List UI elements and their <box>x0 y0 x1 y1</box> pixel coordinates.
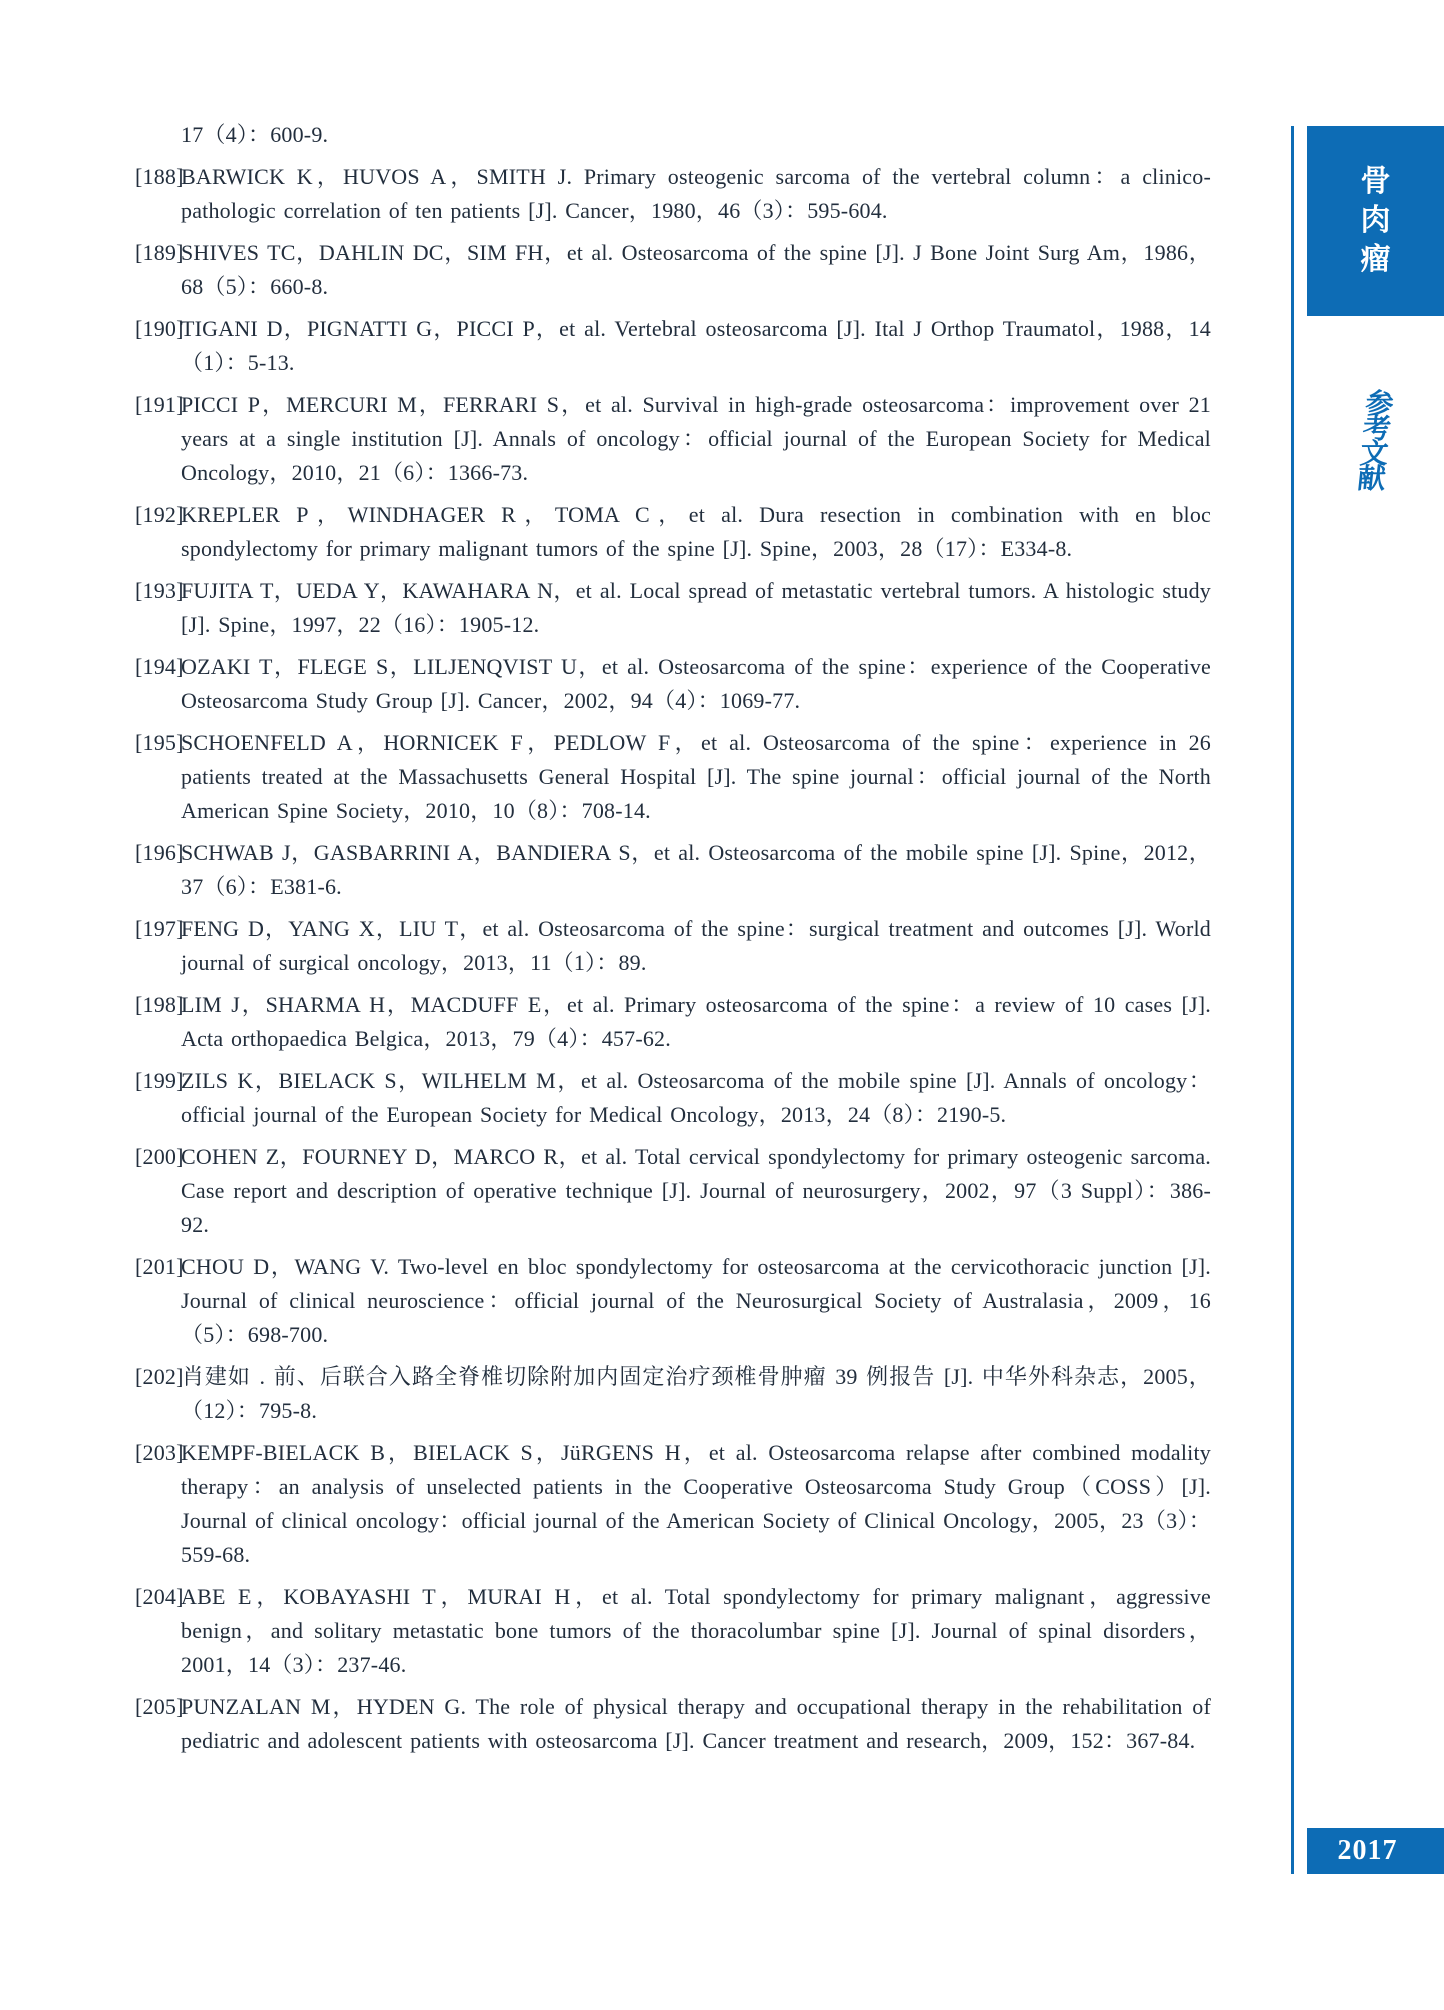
reference-number: [193] <box>135 578 184 603</box>
section-label-char: 参 <box>1363 389 1396 420</box>
section-label <box>1302 389 1444 495</box>
reference-item: [188]BARWICK K，HUVOS A，SMITH J. Primary osteogenic sarcoma of the vertebral column：a clinico-pathologic correlation of ten patients [J]. Cancer，1980，46（3）：595-604. <box>135 160 1211 228</box>
reference-item: [192]KREPLER P，WINDHAGER R，TOMA C，et al. Dura resection in combination with en bloc spondylectomy for primary malignant tumors of the spine [J]. Spine，2003，28（17）：E334-8. <box>135 498 1211 566</box>
chapter-tab-char: 肉 <box>1360 204 1391 237</box>
reference-number: [199] <box>135 1068 184 1093</box>
reference-number: [202] <box>135 1364 184 1389</box>
reference-number: [205] <box>135 1694 184 1719</box>
chapter-tab-char: 瘤 <box>1360 243 1391 276</box>
reference-number: [190] <box>135 316 184 341</box>
reference-number: [203] <box>135 1440 184 1465</box>
reference-item: [200]COHEN Z，FOURNEY D，MARCO R，et al. Total cervical spondylectomy for primary osteogenic sarcoma. Case report and description of operative technique [J]. Journal of neurosurgery，2002，97（3 Suppl）：386-92. <box>135 1140 1211 1242</box>
page-number: 2017 <box>1337 1835 1398 1866</box>
references-list <box>135 118 1211 1766</box>
reference-number: [201] <box>135 1254 184 1279</box>
reference-number: [204] <box>135 1584 184 1609</box>
reference-item: [199]ZILS K，BIELACK S，WILHELM M，et al. Osteosarcoma of the mobile spine [J]. Annals of oncology：official journal of the European Society for Medical Oncology，2013，24（8）：2190-5. <box>135 1064 1211 1132</box>
reference-continuation: 17（4）：600-9. <box>181 122 329 147</box>
reference-item: [196]SCHWAB J，GASBARRINI A，BANDIERA S，et al. Osteosarcoma of the mobile spine [J]. Spine，2012，37（6）：E381-6. <box>135 836 1211 904</box>
chapter-tab-char: 骨 <box>1360 165 1391 198</box>
reference-item: [190]TIGANI D，PIGNATTI G，PICCI P，et al. Vertebral osteosarcoma [J]. Ital J Orthop Traumatol，1988，14（1）：5-13. <box>135 312 1211 380</box>
reference-number: [192] <box>135 502 184 527</box>
reference-item: [202]肖建如 . 前、后联合入路全脊椎切除附加内固定治疗颈椎骨肿瘤 39 例报告 [J]. 中华外科杂志，2005，（12）：795-8. <box>135 1360 1211 1428</box>
reference-number: [191] <box>135 392 184 417</box>
reference-number: [188] <box>135 164 184 189</box>
reference-item: [205]PUNZALAN M，HYDEN G. The role of physical therapy and occupational therapy in the rehabilitation of pediatric and adolescent patients with osteosarcoma [J]. Cancer treatment and research，2009，152：367-84. <box>135 1690 1211 1758</box>
reference-item: [191]PICCI P，MERCURI M，FERRARI S，et al. Survival in high-grade osteosarcoma：improvement over 21 years at a single institution [J]. Annals of oncology：official journal of the European Society for Medical Oncology，2010，21（6）：1366-73. <box>135 388 1211 490</box>
chapter-tab <box>1307 126 1444 316</box>
reference-item: [193]FUJITA T，UEDA Y，KAWAHARA N，et al. Local spread of metastatic vertebral tumors. A histologic study [J]. Spine，1997，22（16）：1905-12. <box>135 574 1211 642</box>
reference-number: [200] <box>135 1144 184 1169</box>
reference-number: [189] <box>135 240 184 265</box>
reference-number: [195] <box>135 730 184 755</box>
reference-item: [201]CHOU D，WANG V. Two-level en bloc spondylectomy for osteosarcoma at the cervicothoracic junction [J]. Journal of clinical neuroscience：official journal of the Neurosurgical Society of Australasia，2009，16（5）：698-700. <box>135 1250 1211 1352</box>
reference-number: [196] <box>135 840 184 865</box>
section-label-char: 考 <box>1361 414 1393 445</box>
reference-item: [204]ABE E，KOBAYASHI T，MURAI H，et al. Total spondylectomy for primary malignant，aggressive benign，and solitary metastatic bone tumors of the thoracolumbar spine [J]. Journal of spinal disorders，2001，14（3）：237-46. <box>135 1580 1211 1682</box>
reference-item: [197]FENG D，YANG X，LIU T，et al. Osteosarcoma of the spine：surgical treatment and outcomes [J]. World journal of surgical oncology，2013，11（1）：89. <box>135 912 1211 980</box>
section-label-char: 文 <box>1358 439 1390 470</box>
reference-item: [195]SCHOENFELD A，HORNICEK F，PEDLOW F，et al. Osteosarcoma of the spine：experience in 26 patients treated at the Massachusetts General Hospital [J]. The spine journal：official journal of the North American Spine Society，2010，10（8）：708-14. <box>135 726 1211 828</box>
sidebar-rule <box>1291 126 1294 1874</box>
section-label-char: 献 <box>1355 464 1388 495</box>
reference-item: [194]OZAKI T，FLEGE S，LILJENQVIST U，et al. Osteosarcoma of the spine：experience of the Cooperative Osteosarcoma Study Group [J]. Cancer，2002，94（4）：1069-77. <box>135 650 1211 718</box>
reference-item: [198]LIM J，SHARMA H，MACDUFF E，et al. Primary osteosarcoma of the spine：a review of 10 cases [J]. Acta orthopaedica Belgica，2013，79（4）：457-62. <box>135 988 1211 1056</box>
reference-item: [203]KEMPF-BIELACK B，BIELACK S，JüRGENS H，et al. Osteosarcoma relapse after combined modality therapy：an analysis of unselected patients in the Cooperative Osteosarcoma Study Group（COSS）[J]. Journal of clinical oncology：official journal of the American Society of Clinical Oncology，2005，23（3）：559-68. <box>135 1436 1211 1572</box>
reference-number: [197] <box>135 916 184 941</box>
reference-number: [198] <box>135 992 184 1017</box>
reference-number: [194] <box>135 654 184 679</box>
page-number-badge <box>1307 1828 1444 1874</box>
reference-item: [189]SHIVES TC，DAHLIN DC，SIM FH，et al. Osteosarcoma of the spine [J]. J Bone Joint Surg Am，1986，68（5）：660-8. <box>135 236 1211 304</box>
